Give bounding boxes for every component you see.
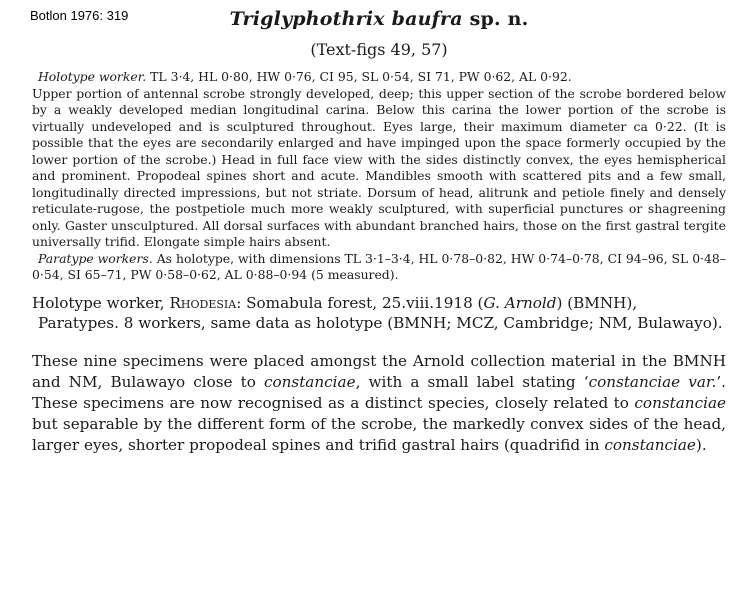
remarks-paragraph: [32, 351, 726, 456]
paratype-label: Paratype workers.: [38, 250, 153, 266]
taxon-name: constanciae: [263, 372, 356, 391]
remarks-text: ’. These specimens are now recognised as a distinct species, closely related to: [32, 372, 726, 412]
holotype-record: [32, 293, 726, 313]
remarks-text: but separable by the different form of the scrobe, the markedly convex sides of the head, larger eyes, shorter propodeal spines and trifid gastral hairs (quadrifid in: [32, 414, 726, 454]
paratype-description-text: As holotype, with dimensions TL 3·1–3·4, HL 0·78–0·82, HW 0·74–0·78, CI 94–96, SL 0·48–0·54, SI 65–71, PW 0·58–0·62, AL 0·88–0·94 (5 measured).: [32, 250, 727, 282]
holotype-label: Holotype worker.: [38, 69, 147, 84]
material-examined: [32, 293, 726, 333]
remarks-text: ).: [695, 435, 707, 454]
taxon-name: constanciae: [604, 435, 696, 454]
label-quote: constanciae var.: [588, 372, 717, 391]
holotype-record-prefix: Holotype worker,: [32, 293, 170, 312]
citation-label: Botlon 1976: 319: [30, 8, 129, 23]
paratype-record: Paratypes. 8 workers, same data as holotype (BMNH; MCZ, Cambridge; NM, Bulawayo).: [38, 313, 723, 332]
species-name: Triglyphothrix baufra: [229, 8, 463, 30]
remarks-text: These nine specimens were placed amongst the Arnold collection material in the BMNH and NM, Bulawayo close to: [32, 351, 726, 391]
holotype-locality: : Somabula forest, 25.viii.1918 (: [236, 293, 484, 312]
description-section: [32, 69, 726, 284]
taxon-name: constanciae: [634, 393, 726, 412]
holotype-measurements: [32, 69, 726, 86]
country-name: Rhodesia: [169, 293, 237, 312]
remarks-text: , with a small label stating ‘: [355, 372, 589, 391]
holotype-depository: ) (BMNH),: [556, 293, 638, 312]
holotype-description-text: Upper portion of antennal scrobe strongly developed, deep; this upper section of the scrobe bordered below by a weakly developed median longitudinal carina. Below this carina the lower portion of the scrobe is virtually undeveloped and is sculptured throughout. Eyes large, their maximum diameter ca 0·22. (It is possible that the eyes are secondarily enlarged and have impinged upon the space formerly occupied by the lower portion of the scrobe.) Head in full face view with the sides distinctly convex, the eyes hemispherical and prominent. Propodeal spines short and acute. Mandibles smooth with scattered pits and a few small, longitudinally directed impressions, but not striate. Dorsum of head, alitrunk and petiole finely and densely reticulate-rugose, the postpetiole much more weakly sculptured, with superficial punctures or shagreening only. Gaster unsculptured. All dorsal surfaces with abundant branched hairs, those on the first gastral tergite universally trifid. Elongate simple hairs absent.: [32, 85, 726, 249]
holotype-measurement-values: TL 3·4, HL 0·80, HW 0·76, CI 95, SL 0·54, SI 71, PW 0·62, AL 0·92.: [146, 69, 572, 84]
collector-name: G. Arnold: [483, 293, 557, 312]
species-title: [32, 8, 726, 30]
figure-reference: (Text-figs 49, 57): [310, 40, 448, 59]
species-status: sp. n.: [462, 8, 529, 30]
paratype-description: [32, 251, 726, 284]
